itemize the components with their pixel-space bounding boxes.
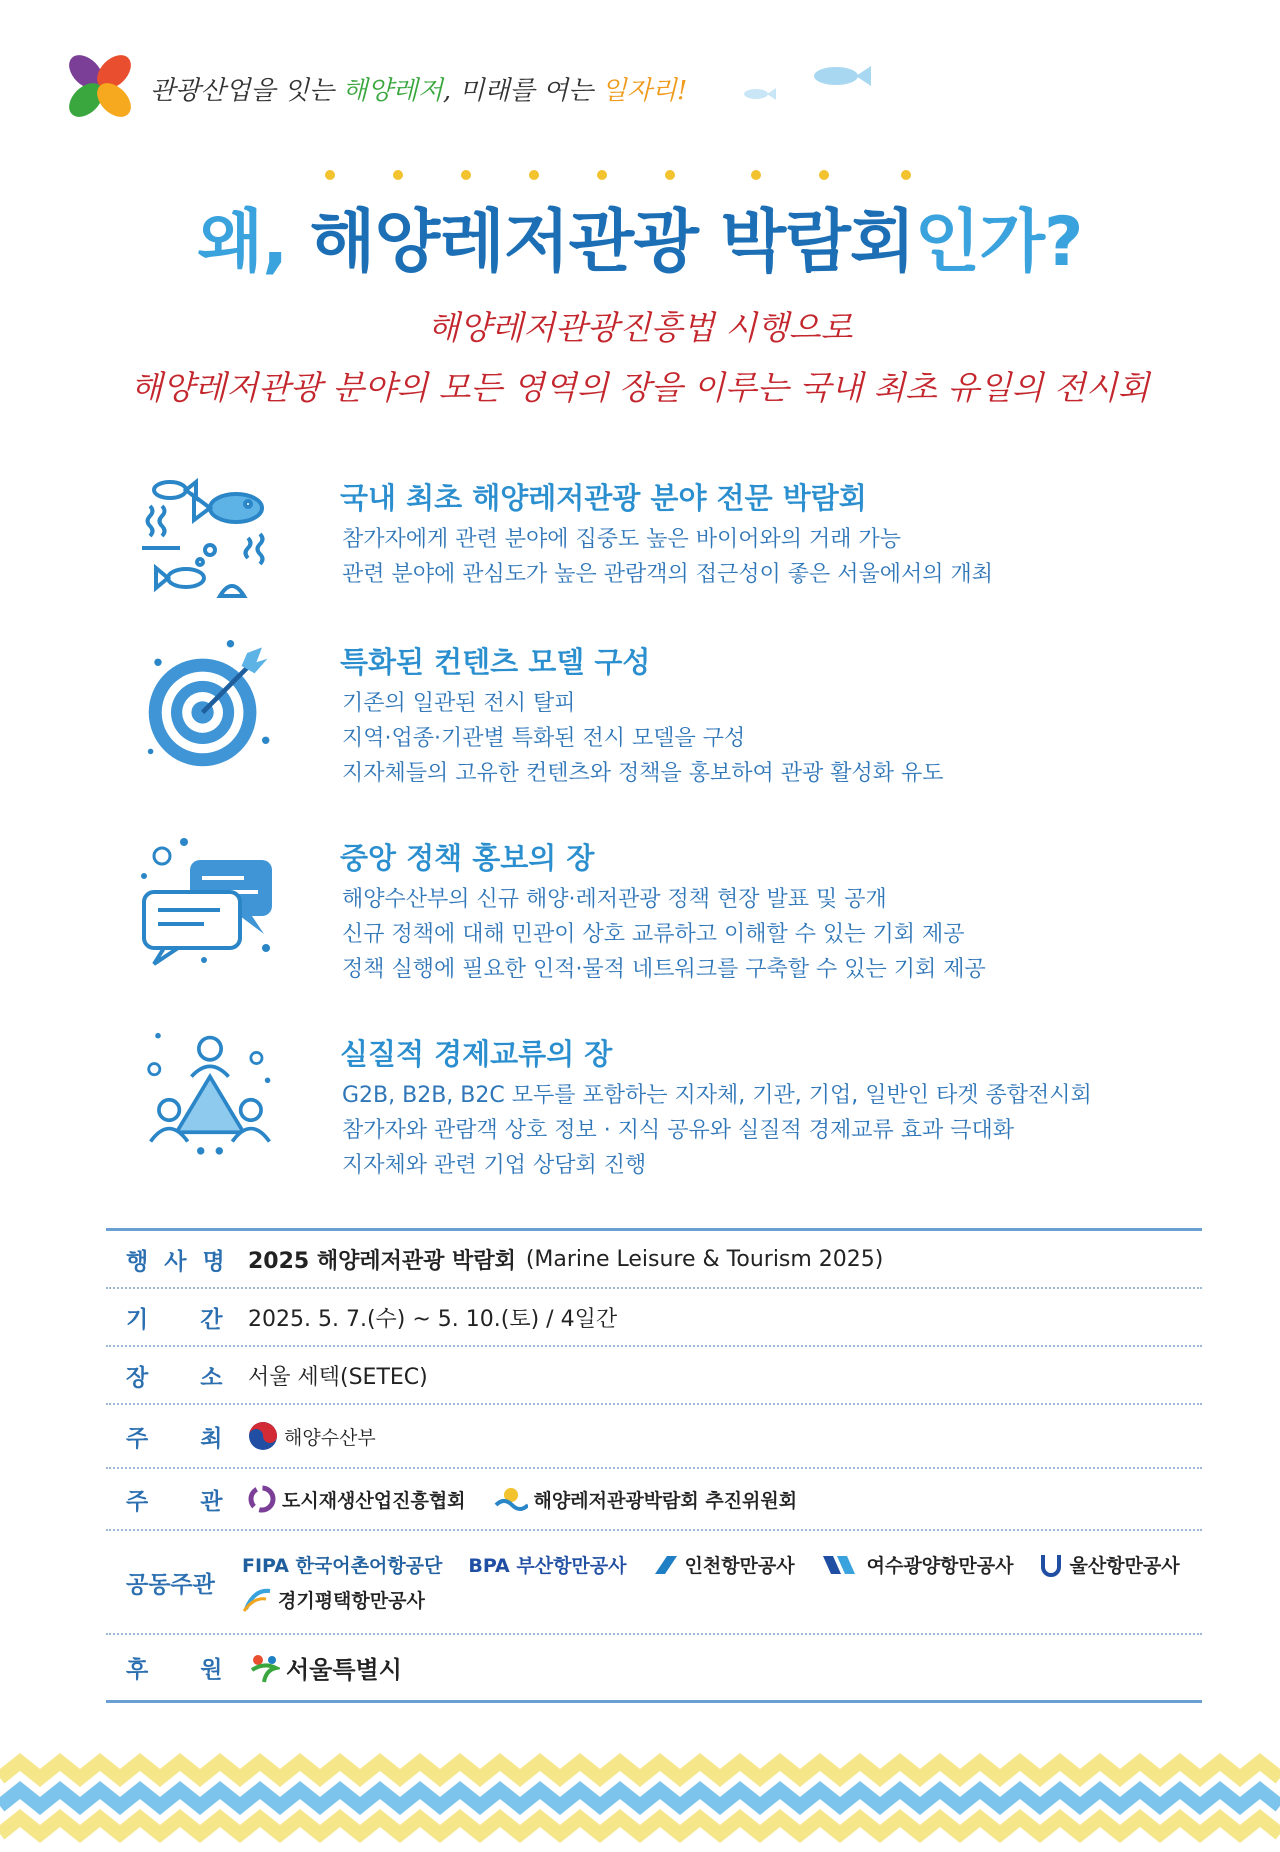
feature-1 xyxy=(140,476,1200,616)
co-organizer-list xyxy=(242,1551,1202,1613)
feature-line: 정책 실행에 필요한 인적·물적 네트워크를 구축할 수 있는 기회 제공 xyxy=(342,957,986,982)
feature-lines xyxy=(342,882,986,987)
organizer-label: 주 관 xyxy=(126,1488,227,1515)
feature-line: 참가자와 관람객 상호 정보 · 지식 공유와 실질적 경제교류 효과 극대화 xyxy=(342,1118,1014,1143)
event-name-en: (Marine Leisure & Tourism 2025) xyxy=(525,1246,884,1272)
feature-heading: 실질적 경제교류의 장 xyxy=(340,1037,613,1071)
ring-logo-icon xyxy=(248,1485,276,1513)
feature-lines xyxy=(342,686,944,791)
row-event-name xyxy=(106,1231,1202,1289)
organizer-2 xyxy=(494,1485,798,1513)
feature-heading: 중앙 정책 홍보의 장 xyxy=(340,841,595,875)
row-period xyxy=(106,1289,1202,1347)
page-title: 왜, 해양레저관광 박람회인가? xyxy=(197,203,1083,282)
feature-line: 신규 정책에 대해 민관이 상호 교류하고 이해할 수 있는 기회 제공 xyxy=(342,922,965,947)
fish-decoration-icon xyxy=(716,52,896,112)
gyeonggi-logo-icon xyxy=(242,1587,272,1613)
feature-line: 지역·업종·기관별 특화된 전시 모델을 구성 xyxy=(342,726,746,751)
feature-4 xyxy=(140,1032,1200,1182)
feature-lines xyxy=(342,1078,1092,1183)
incheon-logo-icon xyxy=(653,1554,679,1576)
feature-line: G2B, B2B, B2C 모두를 포함하는 지자체, 기관, 기업, 일반인 타겟 종합전시회 xyxy=(342,1083,1092,1108)
sponsor-org xyxy=(248,1650,402,1685)
co-org: 울산항만공사 xyxy=(1039,1551,1179,1578)
venue-value: 서울 세텍(SETEC) xyxy=(248,1364,428,1390)
feature-heading: 특화된 컨텐츠 모델 구성 xyxy=(340,645,651,679)
flower-logo-icon xyxy=(66,52,134,120)
wave-logo-icon xyxy=(494,1485,528,1513)
row-host xyxy=(106,1405,1202,1469)
event-info-table xyxy=(106,1228,1202,1703)
co-org: 인천항만공사 xyxy=(653,1551,795,1578)
slogan: 관광산업을 잇는 해양레저, 미래를 여는 일자리! xyxy=(150,76,688,106)
feature-line: 지자체와 관련 기업 상담회 진행 xyxy=(342,1153,647,1178)
header xyxy=(66,52,1216,122)
feature-line: 해양수산부의 신규 해양·레저관광 정책 현장 발표 및 공개 xyxy=(342,887,887,912)
target-icon xyxy=(140,640,280,770)
host-label: 주 최 xyxy=(126,1425,227,1452)
event-name: 2025 해양레저관광 박람회 xyxy=(248,1248,516,1274)
feature-2 xyxy=(140,640,1200,800)
row-organizer xyxy=(106,1469,1202,1531)
wave-footer xyxy=(0,1752,1280,1852)
taegeuk-logo-icon xyxy=(248,1421,278,1451)
host-org xyxy=(248,1421,376,1451)
period-value: 2025. 5. 7.(수) ~ 5. 10.(토) / 4일간 xyxy=(248,1306,618,1332)
feature-lines xyxy=(342,522,993,592)
feature-3 xyxy=(140,836,1200,986)
co-org: BPA 부산항만공사 xyxy=(468,1555,627,1577)
row-sponsor xyxy=(106,1635,1202,1703)
event-name-label: 행 사 명 xyxy=(126,1248,229,1275)
organizer-1-name: 도시재생산업진흥협회 xyxy=(282,1489,466,1512)
sponsor-value: 서울특별시 xyxy=(286,1656,402,1684)
organizer-1 xyxy=(248,1485,466,1513)
yeosu-logo-icon xyxy=(821,1554,861,1576)
row-co-organizers xyxy=(106,1531,1202,1635)
co-org: 여수광양항만공사 xyxy=(821,1551,1014,1578)
feature-line: 기존의 일관된 전시 탈피 xyxy=(342,691,576,716)
co-organizer-label: 공동주관 xyxy=(126,1571,215,1598)
co-org: FIPA 한국어촌어항공단 xyxy=(242,1555,443,1577)
host-value: 해양수산부 xyxy=(284,1426,376,1449)
sponsor-label: 후 원 xyxy=(126,1657,227,1683)
venue-label: 장 소 xyxy=(126,1364,227,1391)
feature-line: 관련 분야에 관심도가 높은 관람객의 접근성이 좋은 서울에서의 개최 xyxy=(342,562,994,587)
seoul-logo-icon xyxy=(248,1652,280,1684)
ulsan-logo-icon xyxy=(1039,1553,1063,1577)
network-icon xyxy=(140,1032,280,1162)
organizer-2-name: 해양레저관광박람회 추진위원회 xyxy=(533,1489,798,1512)
co-org: 경기평택항만공사 xyxy=(242,1586,425,1613)
period-label: 기 간 xyxy=(126,1306,227,1333)
fish-icon xyxy=(140,476,280,606)
subtitle-line-1: 해양레저관광진흥법 시행으로 xyxy=(427,308,853,347)
row-venue xyxy=(106,1347,1202,1405)
title-dots xyxy=(300,168,940,182)
feature-line: 지자체들의 고유한 컨텐츠와 정책을 홍보하여 관광 활성화 유도 xyxy=(342,761,944,786)
subtitle-line-2: 해양레저관광 분야의 모든 영역의 장을 이루는 국내 최초 유일의 전시회 xyxy=(130,368,1150,407)
feature-heading: 국내 최초 해양레저관광 분야 전문 박람회 xyxy=(340,481,867,515)
chat-icon xyxy=(140,836,280,966)
feature-line: 참가자에게 관련 분야에 집중도 높은 바이어와의 거래 가능 xyxy=(342,527,902,552)
